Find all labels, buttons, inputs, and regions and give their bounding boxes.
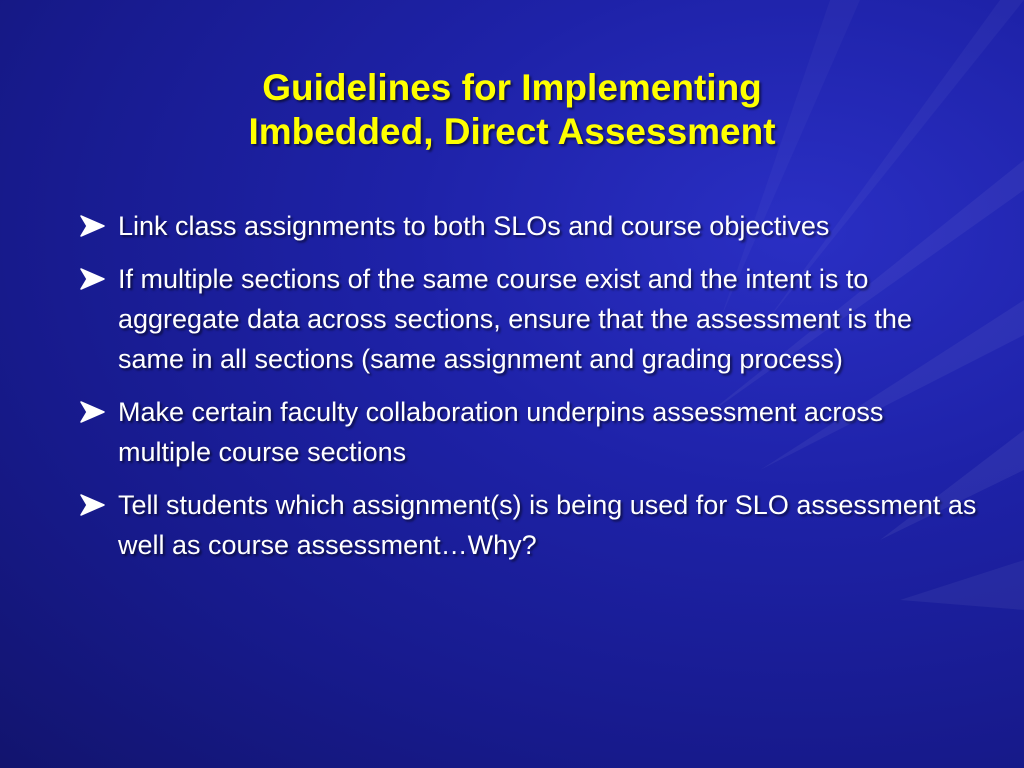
bullet-item: [80, 392, 980, 472]
bullet-item: [80, 259, 980, 379]
arrowhead-bullet-icon: [80, 215, 106, 237]
arrowhead-bullet-icon: [80, 401, 106, 423]
bullet-list: [80, 206, 980, 578]
bullet-text: Tell students which assignment(s) is being used for SLO assessment as well as course assessment…Why?: [118, 490, 977, 560]
arrowhead-bullet-icon: [80, 494, 106, 516]
title-line-1: Guidelines for Implementing: [262, 67, 762, 108]
bullet-item: [80, 206, 980, 246]
title-line-2: Imbedded, Direct Assessment: [248, 111, 776, 152]
bullet-text: Link class assignments to both SLOs and course objectives: [118, 211, 830, 241]
bullet-item: [80, 485, 980, 565]
slide-title: [0, 66, 1024, 154]
bullet-text: Make certain faculty collaboration underpins assessment across multiple course sections: [118, 397, 884, 467]
arrowhead-bullet-icon: [80, 268, 106, 290]
bullet-text: If multiple sections of the same course exist and the intent is to aggregate data across sections, ensure that the assessment is the same in all sections (same assignment and grading process): [118, 264, 912, 374]
